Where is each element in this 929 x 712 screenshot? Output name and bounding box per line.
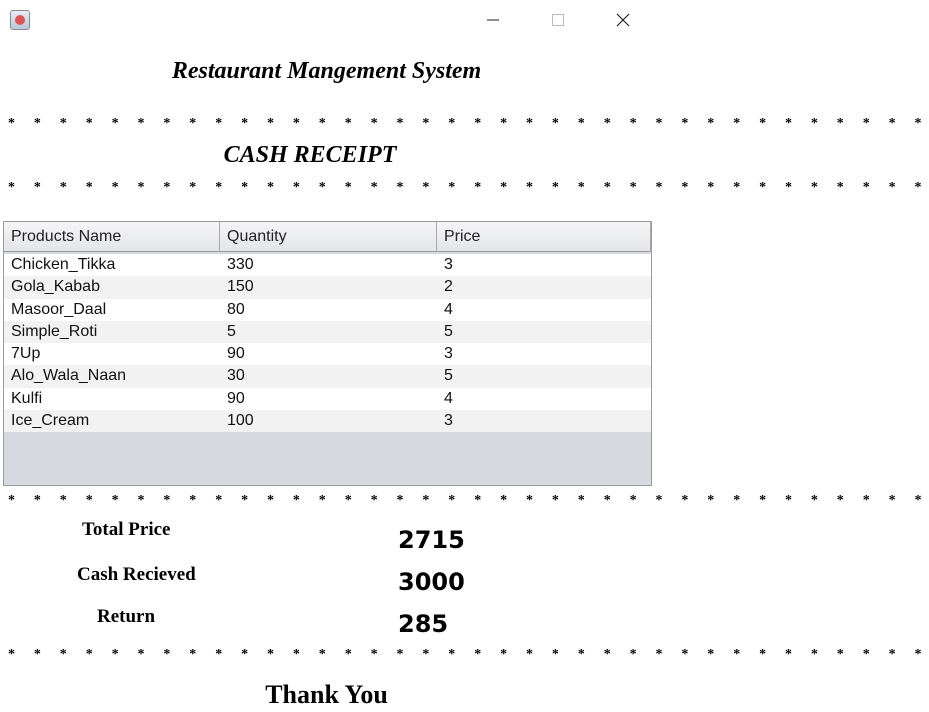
table-row[interactable] (4, 343, 651, 365)
table-row[interactable] (4, 254, 651, 276)
cell-price: 4 (444, 389, 453, 407)
window-title-bar (0, 0, 653, 40)
separator-stars: * * * * * * * * * * * * * * * * * * * * * * * * * * * * * * * * * * * * (8, 116, 929, 131)
cell-price: 4 (444, 300, 453, 318)
cell-price: 3 (444, 412, 453, 430)
receipt-title: CASH RECEIPT (223, 142, 397, 168)
table-body (4, 254, 651, 432)
cash-received-value: 3000 (398, 568, 465, 596)
cell-quantity: 5 (227, 322, 236, 340)
maximize-button[interactable] (533, 0, 583, 40)
separator-stars: * * * * * * * * * * * * * * * * * * * * * * * * * * * * * * * * * * * * (8, 180, 929, 195)
order-table[interactable] (3, 221, 652, 486)
separator-stars: * * * * * * * * * * * * * * * * * * * * * * * * * * * * * * * * * * * * (8, 647, 929, 662)
maximize-icon (552, 14, 564, 26)
cell-quantity: 90 (227, 389, 245, 407)
table-row[interactable] (4, 410, 651, 432)
table-row[interactable] (4, 388, 651, 410)
return-label: Return (97, 606, 156, 627)
cell-quantity: 330 (227, 256, 254, 273)
column-header-price[interactable]: Price (437, 222, 651, 252)
column-header-products-name[interactable]: Products Name (4, 222, 220, 252)
separator-stars: * * * * * * * * * * * * * * * * * * * * * * * * * * * * * * * * * * * * (8, 493, 929, 508)
table-row[interactable] (4, 299, 651, 321)
cell-product: 7Up (11, 345, 41, 363)
minimize-button[interactable] (468, 0, 518, 40)
cell-price: 5 (444, 367, 453, 385)
close-button[interactable] (598, 0, 648, 40)
cell-quantity: 80 (227, 300, 245, 318)
cell-price: 2 (444, 278, 453, 296)
cell-product: Gola_Kabab (11, 278, 100, 296)
total-price-label: Total Price (82, 519, 171, 540)
thank-you-text: Thank You (265, 680, 388, 709)
cell-product: Kulfi (11, 389, 43, 407)
cell-quantity: 90 (227, 345, 245, 363)
cell-price: 5 (444, 322, 453, 340)
table-header (4, 222, 651, 252)
cell-quantity: 150 (227, 278, 254, 296)
total-price-value: 2715 (398, 526, 465, 554)
table-row[interactable] (4, 276, 651, 298)
app-title: Restaurant Mangement System (171, 58, 482, 84)
column-header-quantity[interactable]: Quantity (220, 222, 437, 252)
cell-price: 3 (444, 256, 453, 273)
cell-product: Simple_Roti (11, 322, 98, 340)
cell-product: Alo_Wala_Naan (11, 367, 127, 385)
cell-quantity: 100 (227, 412, 254, 430)
cash-received-label: Cash Recieved (77, 564, 196, 585)
cell-quantity: 30 (227, 367, 245, 385)
minimize-icon (487, 14, 499, 26)
table-row[interactable] (4, 365, 651, 387)
table-row[interactable] (4, 321, 651, 343)
cell-product: Masoor_Daal (11, 300, 107, 318)
java-app-icon[interactable] (10, 10, 30, 30)
cell-product: Chicken_Tikka (11, 256, 116, 273)
return-value: 285 (398, 610, 449, 638)
cell-price: 3 (444, 345, 453, 363)
close-icon (617, 14, 629, 26)
cell-product: Ice_Cream (11, 412, 90, 430)
